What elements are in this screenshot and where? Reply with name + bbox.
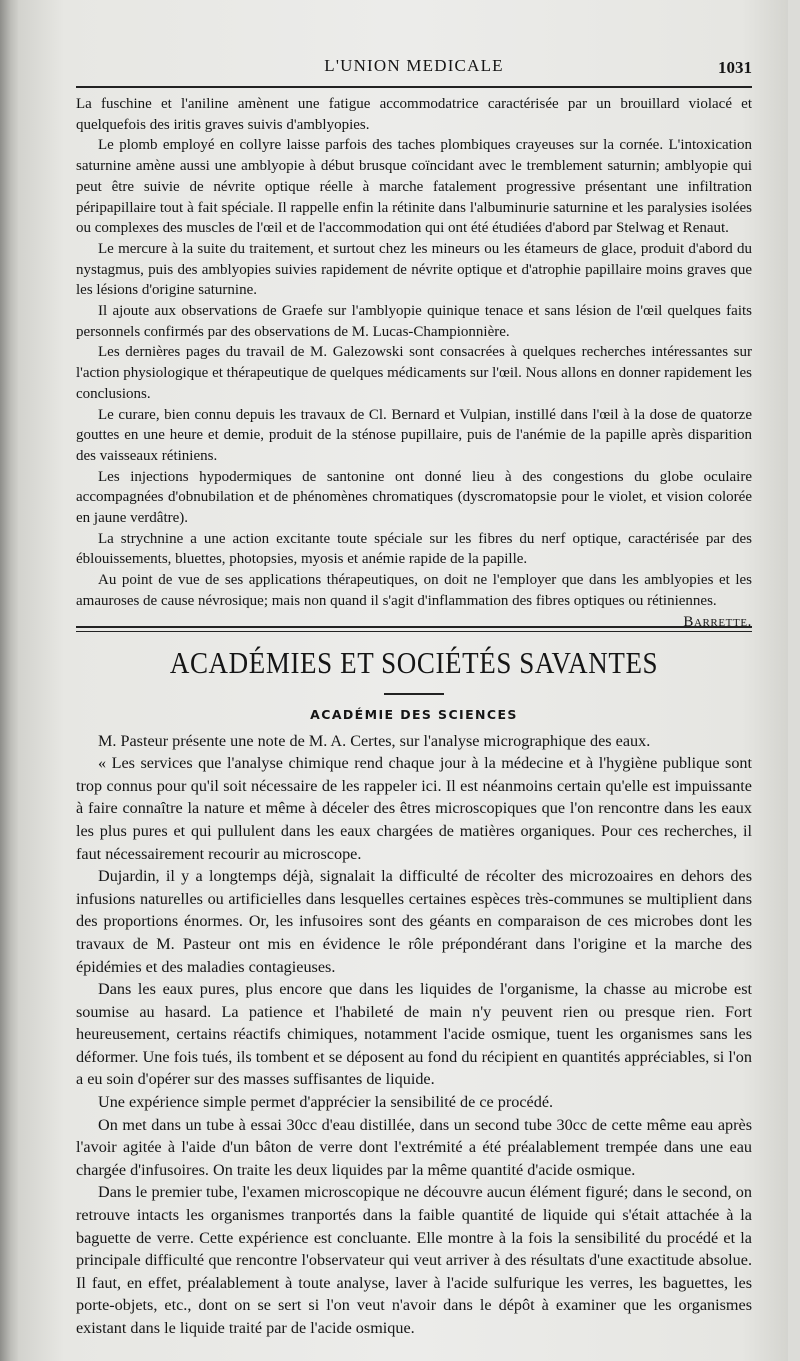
paragraph: Dans les eaux pures, plus encore que dans les liquides de l'organisme, la chasse au microbe est soumise au hasard. La patience et l'habileté de main n'y peuvent rien ou presque rien. Fort heureusement, certains réactifs chimiques, notamment l'acide osmique, tuent les organismes sans les déformer. Une fois tués, ils tombent et se déposent au fond du récipient en quantités appréciables, si l'on a eu soin d'opérer sur des masses suffisantes de liquide. — [76, 980, 752, 1089]
paragraph: Il ajoute aux observations de Graefe sur l'amblyopie quinique tenace et sans lésion de l'œil quelques faits personnels confirmés par des observations de M. Lucas-Championnière. — [76, 303, 752, 340]
running-head — [76, 52, 752, 86]
paragraph: Le mercure à la suite du traitement, et surtout chez les mineurs ou les étameurs de glace, produit d'abord du nystagmus, puis des amblyopies suivies rapidement de névrite optique et d'atrophie papillaire moins graves que les lésions d'origine saturnine. — [76, 240, 752, 299]
paragraph: Le plomb employé en collyre laisse parfois des taches plombiques crayeuses sur la cornée. L'intoxication saturnine amène aussi une amblyopie à début brusque coïncidant avec le tremblement saturnin; amblyopie qui peut être suivie de névrite optique réelle à marche fatalement progressive présentant une infiltration péripapillaire tout à fait spéciale. Il rappelle enfin la rétinite dans l'albuminurie saturnine et les paralysies isolées ou complexes des muscles de l'œil et de l'accommodation qui ont été étudiées d'abord par Stelwag et Renaut. — [76, 137, 752, 237]
academie-article — [76, 730, 752, 1340]
page-content — [76, 52, 752, 1340]
title-underline — [384, 693, 444, 695]
book-spine-shadow — [0, 0, 18, 1361]
review-article — [76, 94, 752, 630]
section-divider — [76, 626, 752, 632]
paragraph: La strychnine a une action excitante toute spéciale sur les fibres du nerf optique, caractérisée par des éblouissements, bluettes, photopsies, myosis et anémie rapide de la papille. — [76, 530, 752, 568]
paragraph: M. Pasteur présente une note de M. A. Certes, sur l'analyse micrographique des eaux. — [98, 731, 651, 750]
paragraph: On met dans un tube à essai 30cc d'eau distillée, dans un second tube 30cc de cette même eau après l'avoir agitée à l'aide d'un bâton de verre dont l'extrémité a été préalablement trempée dans une eau chargée d'infusoires. On traite les deux liquides par la même quantité d'acide osmique. — [76, 1115, 752, 1179]
paragraph-text: Au point de vue de ses applications thérapeutiques, on doit ne l'employer que dans les amblyopies et les amauroses de cause névrosique; mais non quand il s'agit d'inflammation des fibres optiques ou rétiniennes. — [76, 572, 752, 609]
paragraph: Les injections hypodermiques de santonine ont donné lieu à des congestions du globe oculaire accompagnées d'obnubilation et de phénomènes chromatiques (dyscromatopsie pour le violet, et vision colorée en jaune verdâtre). — [76, 468, 752, 527]
scanned-page — [18, 0, 788, 1361]
paragraph: Les dernières pages du travail de M. Galezowski sont consacrées à quelques recherches intéressantes sur l'action physiologique et thérapeutique de quelques médicaments sur l'œil. Nous allons en donner rapidement les conclusions. — [76, 344, 752, 402]
header-rule — [76, 86, 752, 88]
running-title: L'UNION MEDICALE — [324, 56, 504, 75]
page-number: 1031 — [718, 58, 752, 77]
paragraph: « Les services que l'analyse chimique rend chaque jour à la médecine et à l'hygiène publique sont trop connus pour qu'il soit nécessaire de les rappeler ici. Il est néanmoins certain qu'elle est impuissante à faire connaître la nature et même à déceler des êtres microscopiques que l'on rencontre dans les eaux les plus pures et qui pullulent dans les eaux chargées de matières organiques. Pour ces recherches, il faut nécessairement recourir au microscope. — [76, 754, 752, 863]
paragraph-with-signature — [76, 570, 752, 630]
paragraph: Le curare, bien connu depuis les travaux de Cl. Bernard et Vulpian, instillé dans l'œil à la dose de quatorze gouttes en une heure et demie, produit de la sténose pupillaire, puis de l'anémie de la papille après disparition des vaisseaux rétiniens. — [76, 406, 752, 464]
paragraph: Dujardin, il y a longtemps déjà, signalait la difficulté de récolter des microzoaires en dehors des infusions naturelles ou artificielles dans lesquelles certaines espèces très-communes se multiplient dans des proportions énormes. Or, les infusoires sont des géants en comparaison de ces microbes dont les travaux de M. Pasteur ont mis en évidence le rôle prépondérant dans l'origine et la marche des épidémies et des maladies contagieuses. — [76, 867, 752, 976]
subsection-title: ACADÉMIE DES SCIENCES — [310, 706, 518, 722]
paragraph: Dans le premier tube, l'examen microscopique ne découvre aucun élément figuré; dans le second, on retrouve intacts les organismes tranportés dans la faible quantité de liquide qui s'était attachée à la baguette de verre. Cette expérience est concluante. Elle montre à la fois la sensibilité du procédé et la principale difficulté que rencontre l'observateur qui veut arriver à des résultats d'une exactitude absolue. Il faut, en effet, préalablement à toute analyse, laver à l'acide sulfurique les verres, les baguettes, les porte-objets, etc., dont on se sert si l'on veut n'avoir dans le dépôt à examiner que les organismes existant dans le liquide traité par de l'acide osmique. — [76, 1183, 752, 1338]
paragraph: La fuschine et l'aniline amènent une fatigue accommodatrice caractérisée par un brouillard violacé et quelquefois des iritis graves suivis d'amblyopies. — [76, 96, 752, 133]
paragraph: Une expérience simple permet d'apprécier la sensibilité de ce procédé. — [98, 1093, 554, 1112]
section-title: ACADÉMIES ET SOCIÉTÉS SAVANTES — [169, 645, 659, 680]
author-signature: Barrette. — [683, 613, 752, 630]
